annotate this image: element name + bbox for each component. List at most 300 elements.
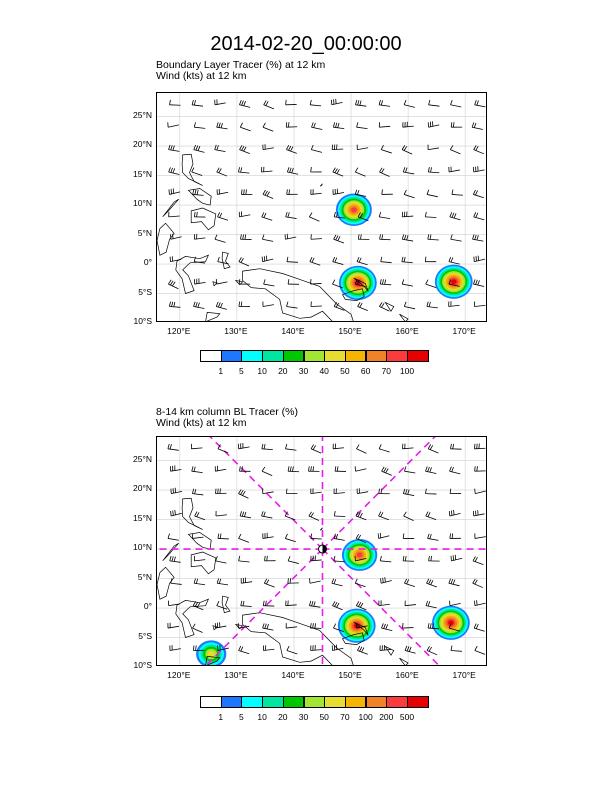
wind-barb (356, 445, 366, 454)
y-tick-label: 15°N (133, 512, 152, 523)
wind-barb (332, 144, 343, 149)
wind-barb (262, 511, 273, 518)
wind-barb (427, 302, 438, 308)
wind-barb (194, 556, 205, 561)
wind-barb (378, 533, 389, 539)
wind-barb (311, 488, 322, 493)
wind-barb (475, 100, 486, 107)
wind-barb (334, 488, 345, 493)
colorbar-swatch (262, 350, 284, 362)
wind-barb (475, 533, 486, 538)
wind-barb (240, 145, 250, 153)
wind-barb (473, 579, 483, 588)
wind-barb (263, 190, 273, 198)
wind-barb (216, 279, 227, 284)
wind-barb (168, 280, 178, 289)
wind-barb (404, 302, 415, 309)
wind-barb (450, 100, 461, 107)
wind-barb (264, 279, 275, 286)
wind-barb (426, 280, 436, 288)
wind-barb (309, 512, 319, 521)
y-tick-label: 10°N (133, 198, 152, 209)
wind-barb (240, 123, 250, 131)
wind-barb (402, 257, 413, 263)
wind-barb (311, 189, 322, 194)
wind-barb (473, 166, 484, 172)
wind-barb (379, 489, 390, 494)
wind-barb (382, 623, 393, 630)
wind-barb (451, 444, 462, 449)
panel1-title-line2: Wind (kts) at 12 km (156, 70, 247, 82)
wind-barb (379, 512, 389, 520)
wind-barb (217, 168, 227, 176)
wind-barb (215, 235, 226, 243)
colorbar-label: 100 (399, 366, 415, 376)
wind-barb (288, 279, 299, 284)
wind-barb (474, 212, 485, 220)
wind-barb (450, 533, 461, 538)
wind-barb (287, 189, 298, 194)
wind-barb (239, 211, 250, 216)
wind-barb (402, 145, 412, 154)
colorbar-swatch (262, 696, 284, 708)
wind-barb (333, 122, 344, 128)
wind-barb (217, 578, 228, 584)
wind-barb (263, 489, 274, 494)
wind-barb (473, 279, 484, 286)
colorbar-label: 200 (379, 712, 394, 722)
wind-barb (428, 145, 439, 150)
wind-barb (287, 302, 298, 308)
wind-barb (238, 443, 249, 449)
wind-barb (425, 467, 436, 474)
wind-barb (403, 167, 414, 174)
wind-barb (473, 235, 484, 242)
colorbar-swatch (366, 696, 388, 708)
wind-barb (240, 511, 251, 518)
wind-barb (452, 190, 463, 196)
colorbar-label: 20 (278, 712, 288, 722)
wind-barb (169, 167, 180, 174)
panel2-title-line2: Wind (kts) at 12 km (156, 417, 247, 429)
wind-barb (427, 646, 437, 655)
tracer-contour (451, 279, 456, 284)
y-tick-label: 5°N (137, 227, 152, 238)
x-tick-label: 140°E (281, 670, 305, 680)
wind-barb (168, 122, 179, 127)
wind-barb (311, 234, 322, 239)
panel1-title-line1: Boundary Layer Tracer (%) at 12 km (156, 59, 326, 71)
y-tick-label: 25°N (133, 109, 152, 120)
colorbar-swatch (345, 696, 367, 708)
wind-barb (287, 167, 298, 174)
y-tick-label: 0° (143, 257, 152, 268)
colorbar-swatch (366, 350, 388, 362)
colorbar-swatch (200, 350, 222, 362)
wind-barb (379, 168, 389, 177)
wind-barb (402, 279, 413, 286)
wind-barb (449, 579, 460, 586)
y-tick-label: 5°N (137, 571, 152, 582)
x-tick-label: 160°E (395, 670, 419, 680)
wind-barb (449, 167, 460, 172)
wind-barb (195, 512, 205, 520)
wind-barb (288, 466, 299, 471)
wind-barb (357, 257, 368, 265)
x-tick-label: 140°E (281, 326, 305, 336)
wind-barb (192, 489, 203, 495)
wind-barb (286, 601, 297, 606)
wind-barb (311, 279, 322, 284)
wind-barb (286, 145, 296, 153)
x-tick-label: 150°E (338, 670, 362, 680)
colorbar-swatch (407, 350, 429, 362)
wind-barb (239, 646, 249, 654)
wind-barb (474, 301, 485, 306)
wind-barb (405, 601, 416, 606)
x-tick-label: 130°E (224, 670, 248, 680)
wind-barb (379, 100, 390, 106)
colorbar-swatch (324, 350, 346, 362)
wind-barb (404, 190, 414, 198)
wind-barb (216, 511, 227, 516)
wind-barb (286, 122, 297, 127)
wind-barb (379, 122, 390, 127)
colorbar-swatch (345, 350, 367, 362)
wind-barb (379, 444, 390, 452)
wind-barb (356, 512, 366, 520)
colorbar-label: 30 (298, 366, 309, 376)
wind-barb (216, 488, 227, 493)
wind-barb (215, 99, 226, 104)
wind-barb (194, 302, 205, 309)
colorbar-swatch (304, 350, 326, 362)
wind-barb (265, 556, 276, 561)
wind-barb (404, 579, 414, 587)
wind-barb (218, 444, 228, 452)
wind-barb (358, 234, 369, 239)
y-tick-label: 20°N (133, 483, 152, 494)
wind-barb (311, 167, 322, 172)
wind-barb (216, 556, 227, 563)
panel1-map-svg (157, 93, 487, 322)
colorbar-swatch (304, 696, 326, 708)
panel2-colorbar (200, 696, 428, 708)
colorbar-swatch (386, 350, 408, 362)
wind-barb (403, 533, 414, 538)
wind-barb (332, 579, 343, 586)
center-marker (319, 545, 327, 553)
panel2-title-line1: 8-14 km column BL Tracer (%) (156, 406, 298, 418)
wind-barb (241, 234, 252, 239)
x-tick-label: 120°E (167, 326, 191, 336)
wind-barb (216, 302, 227, 309)
wind-barb (355, 100, 366, 106)
wind-barb (357, 122, 368, 128)
wind-barb (238, 167, 249, 173)
wind-barb (382, 189, 393, 194)
wind-barb (170, 556, 181, 562)
wind-barb (355, 579, 365, 587)
wind-barb (355, 466, 366, 471)
wind-barb (310, 100, 321, 106)
wind-barb (262, 467, 272, 476)
wind-barb (425, 212, 436, 218)
wind-barb (357, 488, 368, 493)
wind-barb (473, 510, 484, 516)
wind-barb (426, 601, 437, 608)
wind-barb (168, 623, 179, 628)
wind-barb (403, 556, 414, 561)
x-tick-label: 150°E (338, 326, 362, 336)
wind-barb (169, 188, 180, 194)
tracer-contour (357, 552, 363, 557)
wind-barb (286, 212, 297, 218)
wind-barb (404, 100, 415, 107)
wind-barb (429, 100, 440, 106)
page-title: 2014-02-20_00:00:00 (210, 33, 402, 55)
wind-barb (333, 257, 344, 264)
wind-barb (331, 99, 342, 105)
wind-barb (241, 189, 252, 194)
wind-barb (262, 444, 273, 450)
y-tick-label: 5°S (138, 286, 152, 297)
colorbar-label: 70 (340, 712, 350, 722)
wind-barb (192, 168, 202, 176)
wind-barb (310, 578, 321, 583)
wind-barb (264, 579, 274, 587)
y-tick-label: 5°S (138, 630, 152, 641)
wind-barb (450, 489, 461, 494)
wind-barb (218, 534, 229, 539)
wind-barb (217, 189, 228, 194)
panel1-map (156, 92, 487, 322)
wind-barb (311, 302, 322, 307)
wind-barb (170, 256, 181, 261)
wind-barb (475, 489, 486, 494)
colorbar-swatch (283, 350, 305, 362)
wind-barb (402, 212, 413, 217)
wind-barb (308, 466, 319, 471)
wind-barb (193, 624, 203, 633)
wind-barb (425, 257, 436, 262)
wind-barb (450, 145, 460, 154)
wind-barb (474, 624, 485, 632)
y-tick-label: 10°S (133, 660, 152, 670)
wind-barb (192, 100, 203, 106)
wind-barb (239, 257, 249, 266)
wind-barb (288, 556, 299, 563)
y-tick-label: 20°N (133, 139, 152, 150)
wind-barb (238, 489, 248, 498)
colorbar-label: 100 (358, 712, 373, 722)
colorbar-label: 10 (257, 712, 267, 722)
wind-barb (427, 579, 437, 587)
wind-barb (474, 145, 484, 154)
wind-barb (333, 189, 344, 195)
colorbar-label: 50 (340, 366, 350, 376)
wind-barb (261, 167, 272, 172)
wind-barb (286, 623, 297, 628)
colorbar-label: 60 (360, 366, 371, 376)
colorbar-swatch (200, 696, 222, 708)
wind-barb (263, 623, 274, 630)
wind-barb (475, 444, 486, 449)
colorbar-label: 1 (218, 366, 224, 376)
colorbar-label: 500 (399, 712, 415, 722)
colorbar-label: 70 (381, 366, 392, 376)
wind-barb (450, 601, 461, 606)
colorbar-label: 5 (239, 712, 244, 722)
wind-barb (168, 444, 179, 450)
wind-barb (264, 100, 274, 108)
wind-barb (428, 167, 439, 173)
wind-barb (241, 601, 252, 607)
wind-barb (239, 534, 249, 542)
wind-barb (333, 168, 343, 176)
wind-barb (355, 168, 365, 176)
wind-barb (170, 100, 181, 105)
x-tick-label: 130°E (224, 326, 248, 336)
tracer-contour (351, 207, 357, 212)
colorbar-swatch (324, 696, 346, 708)
wind-barb (382, 467, 392, 475)
wind-barb (217, 122, 228, 128)
wind-barb (426, 512, 436, 520)
wind-barb (286, 100, 297, 105)
wind-barb (287, 257, 298, 263)
colorbar-label: 50 (319, 712, 329, 722)
wind-barb (311, 445, 321, 454)
wind-barb (194, 122, 205, 128)
wind-barb (334, 511, 345, 516)
wind-barb (474, 256, 485, 262)
colorbar-swatch (221, 696, 243, 708)
wind-barb (169, 302, 180, 308)
wind-barb (450, 212, 461, 220)
wind-barb (263, 301, 274, 306)
colorbar-label: 30 (298, 712, 309, 722)
wind-barb (309, 213, 319, 222)
wind-barb (402, 234, 413, 241)
wind-barb (309, 601, 320, 607)
wind-barb (473, 190, 483, 198)
wind-barb (449, 257, 460, 264)
wind-barb (334, 235, 344, 243)
wind-barb (474, 600, 485, 605)
wind-barb (168, 534, 179, 541)
wind-barb (357, 145, 368, 150)
panel2-map-svg (157, 437, 487, 666)
colorbar-swatch (241, 350, 263, 362)
x-tick-label: 170°E (452, 326, 476, 336)
wind-barb (450, 467, 461, 474)
wind-barb (239, 556, 250, 562)
wind-barb (429, 556, 440, 561)
wind-barb (358, 302, 368, 310)
wind-barb (449, 510, 460, 516)
y-tick-label: 10°N (133, 542, 152, 553)
wind-barb (170, 645, 181, 650)
colorbar-label: 40 (319, 366, 329, 376)
wind-barb (287, 646, 297, 654)
wind-barb (380, 645, 391, 650)
wind-barb (472, 123, 483, 130)
y-tick-label: 15°N (133, 168, 152, 179)
x-tick-label: 160°E (395, 326, 419, 336)
wind-barb (379, 212, 390, 219)
wind-barb (285, 444, 296, 450)
wind-barb (427, 190, 438, 197)
wind-barb (286, 489, 297, 494)
colorbar-label: 5 (239, 366, 244, 376)
wind-barb (451, 122, 462, 127)
wind-barb (312, 123, 323, 130)
wind-barb (217, 212, 227, 220)
x-tick-label: 120°E (167, 670, 191, 680)
wind-barb (357, 646, 367, 654)
wind-barb (311, 645, 322, 650)
wind-barb (263, 123, 273, 131)
wind-barb (475, 466, 486, 471)
wind-barb (335, 466, 346, 471)
wind-barb (428, 234, 439, 240)
wind-barb (405, 646, 416, 653)
y-tick-label: 0° (143, 601, 152, 612)
y-tick-label: 25°N (133, 453, 152, 464)
wind-barb (451, 555, 462, 561)
wind-barb (332, 601, 342, 610)
wind-barb (379, 600, 390, 605)
wind-barb (425, 489, 436, 494)
wind-barb (381, 577, 392, 583)
colorbar-swatch (283, 696, 305, 708)
wind-barb (263, 645, 274, 650)
wind-barb (428, 444, 438, 453)
wind-barb (193, 190, 204, 196)
wind-barb (380, 279, 391, 285)
wind-barb (239, 302, 250, 307)
wind-barb (195, 278, 206, 284)
wind-barb (262, 212, 272, 220)
wind-barb (333, 444, 344, 449)
wind-barb (428, 121, 439, 127)
wind-barb (311, 534, 322, 539)
wind-barb (380, 234, 391, 239)
colorbar-swatch (221, 350, 243, 362)
colorbar-swatch (241, 696, 263, 708)
wind-barb (473, 556, 483, 564)
wind-barb (451, 646, 462, 652)
colorbar-label: 20 (278, 366, 288, 376)
wind-barb (449, 301, 460, 306)
wind-barb (262, 235, 273, 242)
wind-barb (428, 534, 439, 541)
wind-barb (191, 444, 202, 449)
wind-barb (192, 466, 203, 472)
colorbar-label: 1 (218, 712, 224, 722)
wind-barb (194, 578, 205, 584)
wind-barb (263, 144, 274, 149)
x-tick-label: 170°E (452, 670, 476, 680)
wind-barb (215, 466, 226, 471)
wind-barb (169, 212, 180, 217)
colorbar-label: 10 (257, 366, 267, 376)
wind-barb (451, 234, 462, 241)
wind-barb (380, 556, 391, 562)
panel1-colorbar (200, 350, 428, 362)
wind-barb (194, 212, 205, 217)
